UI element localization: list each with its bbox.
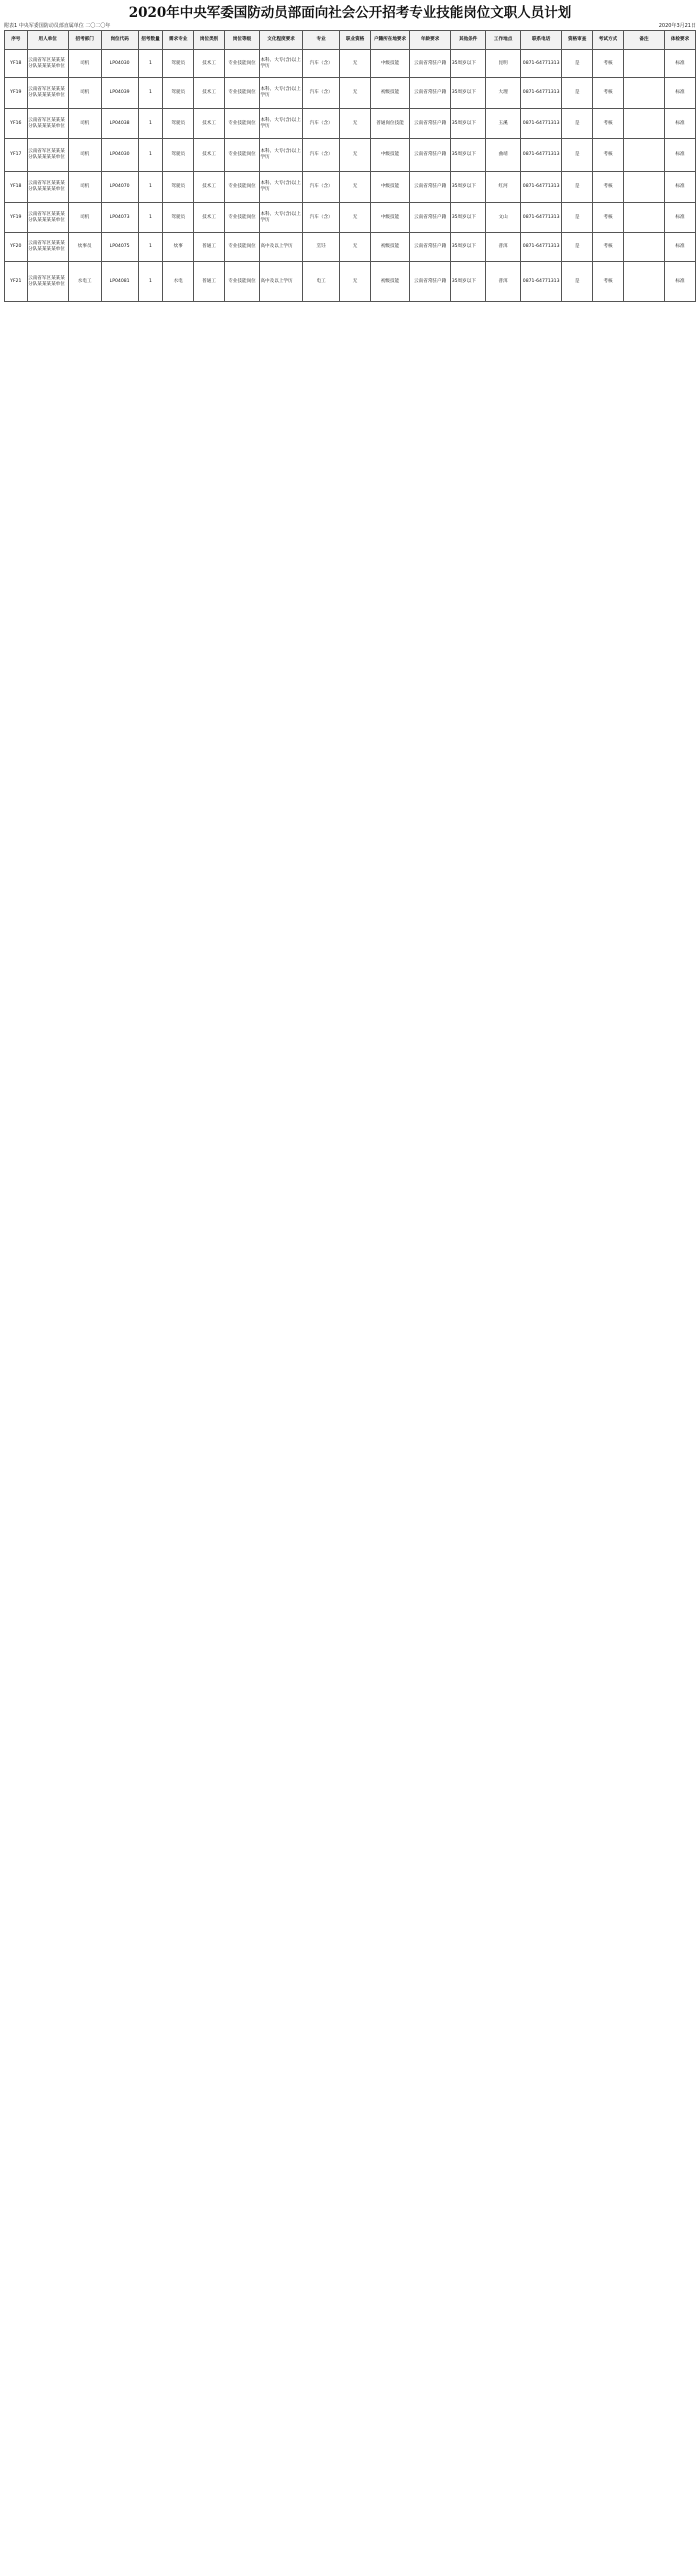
table-cell: 文山 — [486, 203, 521, 233]
table-cell: 汽车（含） — [303, 139, 340, 172]
table-cell: 大理 — [486, 78, 521, 109]
table-cell: 司机 — [68, 78, 101, 109]
col-header: 备注 — [623, 31, 664, 50]
table-cell: 无 — [340, 139, 371, 172]
table-cell: 本科、大专(含)以上学历 — [259, 78, 302, 109]
table-cell: 驾驶员 — [163, 172, 194, 203]
table-cell: 本科、大专(含)以上学历 — [259, 109, 302, 139]
table-cell: 司机 — [68, 203, 101, 233]
col-header: 户籍所在地要求 — [371, 31, 410, 50]
table-cell: 高中及以上学历 — [259, 233, 302, 262]
table-cell: 专业技能岗位 — [225, 78, 260, 109]
table-cell: 云南省军区某某某分队某某某某单位 — [27, 50, 68, 78]
table-row — [5, 262, 696, 302]
table-cell: LP04073 — [101, 203, 138, 233]
header-row — [5, 31, 696, 50]
table-cell — [623, 262, 664, 302]
table-cell: 是 — [562, 139, 593, 172]
col-header: 岗位等级 — [225, 31, 260, 50]
meta-left: 附表1 中央军委国防动员部直属单位 二〇二〇年 — [4, 23, 111, 29]
table-cell: 标准 — [665, 50, 696, 78]
table-cell: 无 — [340, 262, 371, 302]
table-cell: LP04070 — [101, 172, 138, 203]
table-cell: 考核 — [593, 233, 624, 262]
table-cell: 无 — [340, 233, 371, 262]
table-cell: 云南省常驻户籍 — [410, 78, 451, 109]
col-header: 招考数量 — [138, 31, 163, 50]
table-cell: 是 — [562, 78, 593, 109]
col-header: 其他条件 — [451, 31, 486, 50]
table-cell: 考核 — [593, 139, 624, 172]
table-cell: 驾驶员 — [163, 109, 194, 139]
table-cell: 1 — [138, 139, 163, 172]
table-cell: 35周岁以下 — [451, 203, 486, 233]
table-cell: 考核 — [593, 50, 624, 78]
table-cell — [623, 50, 664, 78]
table-cell: 无 — [340, 203, 371, 233]
col-header: 年龄要求 — [410, 31, 451, 50]
table-cell: 水电 — [163, 262, 194, 302]
table-cell: 0871-64771313 — [521, 50, 562, 78]
table-cell: YF16 — [5, 109, 28, 139]
table-cell: 汽车（含） — [303, 50, 340, 78]
table-cell: 中级技能 — [371, 172, 410, 203]
table-cell: 驾驶员 — [163, 78, 194, 109]
table-cell: 高中及以上学历 — [259, 262, 302, 302]
table-cell: 1 — [138, 109, 163, 139]
col-header: 序号 — [5, 31, 28, 50]
table-cell — [623, 78, 664, 109]
table-cell: 专业技能岗位 — [225, 172, 260, 203]
table-cell — [623, 233, 664, 262]
table-cell: 炊事 — [163, 233, 194, 262]
table-cell: 云南省常驻户籍 — [410, 172, 451, 203]
table-cell: YF19 — [5, 78, 28, 109]
table-cell: 0871-64771313 — [521, 203, 562, 233]
table-cell: 35周岁以下 — [451, 262, 486, 302]
table-cell: 中级技能 — [371, 139, 410, 172]
table-cell: 是 — [562, 50, 593, 78]
table-cell: 初级技能 — [371, 262, 410, 302]
table-cell: 无 — [340, 109, 371, 139]
table-cell: 汽车（含） — [303, 109, 340, 139]
table-cell: 玉溪 — [486, 109, 521, 139]
table-cell: 0871-64771313 — [521, 262, 562, 302]
table-row — [5, 78, 696, 109]
table-cell: YF21 — [5, 262, 28, 302]
table-cell: LP04039 — [101, 78, 138, 109]
table-cell: 驾驶员 — [163, 50, 194, 78]
table-cell: 专业技能岗位 — [225, 109, 260, 139]
table-cell: 技术工 — [194, 50, 225, 78]
table-cell: 云南省军区某某某分队某某某某单位 — [27, 262, 68, 302]
table-cell: 1 — [138, 172, 163, 203]
table-cell: 0871-64771313 — [521, 139, 562, 172]
table-cell: 司机 — [68, 50, 101, 78]
table-cell: 初级技能 — [371, 233, 410, 262]
table-cell: 考核 — [593, 172, 624, 203]
col-header: 岗位类别 — [194, 31, 225, 50]
table-cell: 云南省军区某某某分队某某某某单位 — [27, 172, 68, 203]
table-cell: 电工 — [303, 262, 340, 302]
table-row — [5, 172, 696, 203]
table-cell: 1 — [138, 78, 163, 109]
table-cell: 炊事员 — [68, 233, 101, 262]
table-cell: 司机 — [68, 139, 101, 172]
table-row — [5, 203, 696, 233]
table-cell: 标准 — [665, 262, 696, 302]
table-cell: 曲靖 — [486, 139, 521, 172]
col-header: 需求专业 — [163, 31, 194, 50]
table-cell: 无 — [340, 78, 371, 109]
table-row — [5, 139, 696, 172]
table-cell: LP04030 — [101, 139, 138, 172]
table-cell: 水电工 — [68, 262, 101, 302]
table-cell: 1 — [138, 233, 163, 262]
position-table — [4, 30, 696, 302]
table-cell: 普洱 — [486, 262, 521, 302]
table-cell: 本科、大专(含)以上学历 — [259, 203, 302, 233]
col-header: 专业 — [303, 31, 340, 50]
col-header: 岗位代码 — [101, 31, 138, 50]
table-cell: 标准 — [665, 172, 696, 203]
table-cell: 普通工 — [194, 262, 225, 302]
table-cell: 云南省军区某某某分队某某某某单位 — [27, 139, 68, 172]
table-cell: 普洱 — [486, 233, 521, 262]
table-cell: 35周岁以下 — [451, 139, 486, 172]
table-cell: 本科、大专(含)以上学历 — [259, 172, 302, 203]
table-row — [5, 233, 696, 262]
table-cell: 标准 — [665, 233, 696, 262]
table-cell: 标准 — [665, 139, 696, 172]
table-cell: 司机 — [68, 172, 101, 203]
table-cell — [623, 109, 664, 139]
table-cell: 云南省军区某某某分队某某某某单位 — [27, 109, 68, 139]
table-cell: 云南省常驻户籍 — [410, 233, 451, 262]
table-cell: 是 — [562, 203, 593, 233]
table-cell: 红河 — [486, 172, 521, 203]
document-page — [4, 4, 696, 302]
table-cell: 普通工 — [194, 233, 225, 262]
table-cell: 35周岁以下 — [451, 172, 486, 203]
table-cell: 专业技能岗位 — [225, 139, 260, 172]
table-cell: 专业技能岗位 — [225, 233, 260, 262]
col-header: 资格审查 — [562, 31, 593, 50]
table-cell: 技术工 — [194, 139, 225, 172]
meta-line — [4, 22, 696, 30]
table-cell: 技术工 — [194, 203, 225, 233]
table-cell: 专业技能岗位 — [225, 262, 260, 302]
table-cell: 云南省军区某某某分队某某某某单位 — [27, 203, 68, 233]
table-cell: 考核 — [593, 262, 624, 302]
table-cell: 技术工 — [194, 172, 225, 203]
table-cell: 标准 — [665, 78, 696, 109]
table-cell: LP04030 — [101, 50, 138, 78]
meta-right: 2020年3月21日 — [658, 23, 696, 29]
page-title: 2020年中央军委国防动员部面向社会公开招考专业技能岗位文职人员计划 — [128, 5, 572, 21]
table-cell: 技术工 — [194, 78, 225, 109]
table-row — [5, 50, 696, 78]
table-cell: 标准 — [665, 109, 696, 139]
table-body — [5, 50, 696, 302]
table-cell: 云南省常驻户籍 — [410, 50, 451, 78]
table-cell: LP04075 — [101, 233, 138, 262]
table-cell: 1 — [138, 262, 163, 302]
table-row — [5, 109, 696, 139]
table-cell: 考核 — [593, 203, 624, 233]
table-cell: YF20 — [5, 233, 28, 262]
table-cell: 是 — [562, 233, 593, 262]
table-cell: 司机 — [68, 109, 101, 139]
table-cell: 云南省军区某某某分队某某某某单位 — [27, 233, 68, 262]
col-header: 职业资格 — [340, 31, 371, 50]
table-cell: 无 — [340, 172, 371, 203]
table-cell: 普通岗位技能 — [371, 109, 410, 139]
table-cell: 35周岁以下 — [451, 78, 486, 109]
table-cell: 云南省常驻户籍 — [410, 139, 451, 172]
table-cell: 本科、大专(含)以上学历 — [259, 50, 302, 78]
table-cell: 云南省常驻户籍 — [410, 262, 451, 302]
table-cell: 专业技能岗位 — [225, 203, 260, 233]
table-cell: 1 — [138, 50, 163, 78]
table-cell: 技术工 — [194, 109, 225, 139]
col-header: 工作地点 — [486, 31, 521, 50]
table-cell: 本科、大专(含)以上学历 — [259, 139, 302, 172]
table-cell: 云南省常驻户籍 — [410, 203, 451, 233]
table-cell: 标准 — [665, 203, 696, 233]
table-cell: 考核 — [593, 78, 624, 109]
table-cell — [623, 203, 664, 233]
table-cell: 无 — [340, 50, 371, 78]
table-cell: 0871-64771313 — [521, 172, 562, 203]
table-cell: 35周岁以下 — [451, 50, 486, 78]
table-cell: 考核 — [593, 109, 624, 139]
table-cell: 驾驶员 — [163, 139, 194, 172]
table-cell: 汽车（含） — [303, 203, 340, 233]
table-cell: 汽车（含） — [303, 172, 340, 203]
table-cell: LP04081 — [101, 262, 138, 302]
table-cell: 云南省常驻户籍 — [410, 109, 451, 139]
table-cell: 35周岁以下 — [451, 233, 486, 262]
table-cell: YF18 — [5, 172, 28, 203]
table-cell: 0871-64771313 — [521, 233, 562, 262]
table-cell: 是 — [562, 109, 593, 139]
table-cell — [623, 172, 664, 203]
table-cell: LP04038 — [101, 109, 138, 139]
table-cell: 是 — [562, 172, 593, 203]
table-cell: 烹饪 — [303, 233, 340, 262]
table-cell: YF19 — [5, 203, 28, 233]
table-cell: 汽车（含） — [303, 78, 340, 109]
table-cell: 驾驶员 — [163, 203, 194, 233]
table-cell: 中级技能 — [371, 203, 410, 233]
col-header: 招考部门 — [68, 31, 101, 50]
table-cell: 是 — [562, 262, 593, 302]
col-header: 体检要求 — [665, 31, 696, 50]
table-cell: 中级技能 — [371, 50, 410, 78]
table-cell: 初级技能 — [371, 78, 410, 109]
table-cell: YF18 — [5, 50, 28, 78]
table-cell: 35周岁以下 — [451, 109, 486, 139]
table-cell — [623, 139, 664, 172]
table-cell: 专业技能岗位 — [225, 50, 260, 78]
col-header: 考试方式 — [593, 31, 624, 50]
table-cell: 0871-64771313 — [521, 78, 562, 109]
col-header: 文化程度要求 — [259, 31, 302, 50]
table-cell: 1 — [138, 203, 163, 233]
col-header: 用人单位 — [27, 31, 68, 50]
col-header: 联系电话 — [521, 31, 562, 50]
table-cell: YF17 — [5, 139, 28, 172]
table-cell: 昆明 — [486, 50, 521, 78]
table-cell: 0871-64771313 — [521, 109, 562, 139]
table-cell: 云南省军区某某某分队某某某某单位 — [27, 78, 68, 109]
